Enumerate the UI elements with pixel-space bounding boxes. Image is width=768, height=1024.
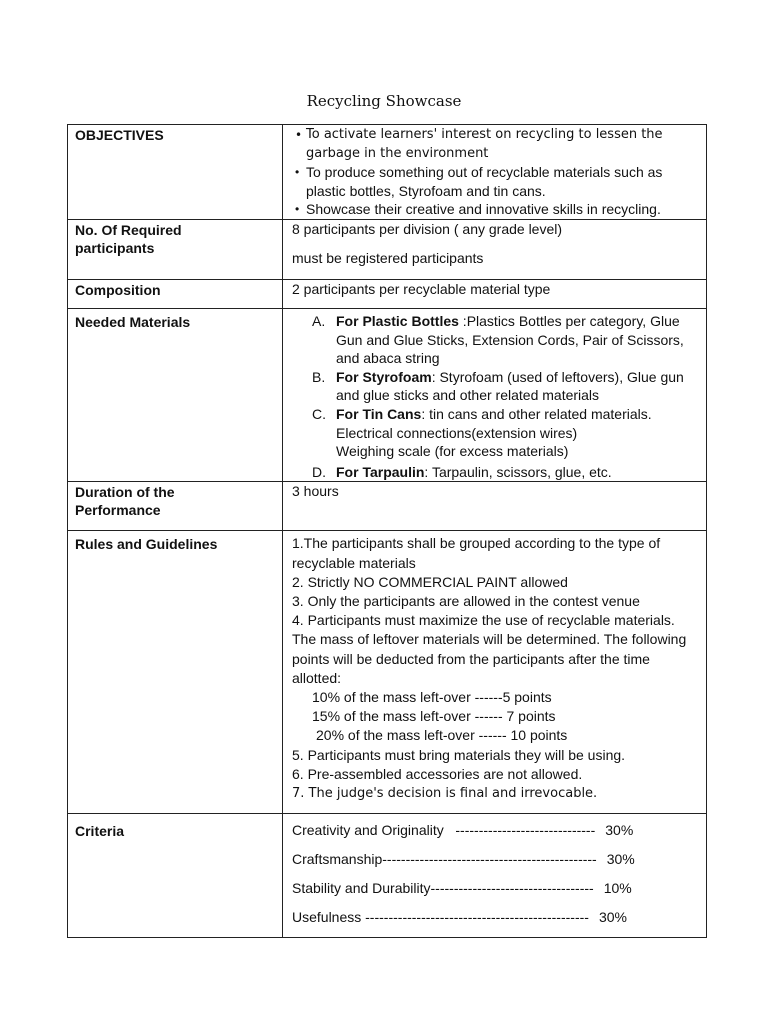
item-text: : tin cans and other related materials. xyxy=(421,405,652,422)
label-text: Duration of the xyxy=(75,484,175,501)
value-criteria xyxy=(283,814,707,938)
item-extra: Weighing scale (for excess materials) xyxy=(336,443,569,460)
item-heading: For Styrofoam xyxy=(336,368,432,385)
criterion-name: Craftsmanship---------------------------------------------- xyxy=(292,851,597,868)
value-required-participants xyxy=(283,219,707,279)
label-duration xyxy=(68,482,283,531)
rule-line: 1.The participants shall be grouped according to the type of recyclable materials xyxy=(292,535,661,571)
label-text: Performance xyxy=(75,502,161,519)
item-marker: D. xyxy=(312,463,326,480)
criterion-row xyxy=(292,850,702,879)
rule-line: 5. Participants must bring materials they will be using. xyxy=(292,746,626,763)
row-objectives xyxy=(68,125,707,220)
value-duration xyxy=(283,482,707,531)
label-text: OBJECTIVES xyxy=(75,127,164,143)
criterion-percent: 30% xyxy=(606,851,635,868)
label-text: Criteria xyxy=(75,823,125,840)
item-text: :Plastics Bottles per category, Glue Gun and Glue Sticks, Extension Cords, Pair of Scissors, and abaca string xyxy=(336,312,684,367)
material-item xyxy=(292,463,702,482)
label-text: Rules and Guidelines xyxy=(75,536,218,553)
item-text: : Tarpaulin, scissors, glue, etc. xyxy=(424,463,612,480)
contest-table xyxy=(67,124,707,938)
criterion-percent: 30% xyxy=(598,909,627,926)
criterion-row xyxy=(292,821,702,850)
item-heading: For Plastic Bottles xyxy=(336,312,459,329)
value-needed-materials xyxy=(283,308,707,481)
required-line: 8 participants per division ( any grade level) xyxy=(292,220,563,237)
criterion-row xyxy=(292,879,702,908)
item-extra: Electrical connections(extension wires) xyxy=(336,424,578,441)
rule-line: 7. The judge's decision is final and irrevocable. xyxy=(292,785,598,801)
label-required-participants xyxy=(68,219,283,279)
label-needed-materials xyxy=(68,308,283,481)
criterion-name: Stability and Durability----------------------------------- xyxy=(292,880,594,897)
value-rules xyxy=(283,531,707,814)
label-objectives xyxy=(68,125,283,220)
value-objectives xyxy=(283,125,707,220)
rule-line: 2. Strictly NO COMMERCIAL PAINT allowed xyxy=(292,573,568,590)
label-rules xyxy=(68,531,283,814)
label-criteria xyxy=(68,814,283,938)
material-item xyxy=(292,405,702,461)
item-marker: A. xyxy=(312,312,326,329)
required-line: must be registered participants xyxy=(292,249,484,266)
row-required-participants xyxy=(68,219,707,279)
rule-line: 3. Only the participants are allowed in the contest venue xyxy=(292,592,640,609)
objective-item: • Showcase their creative and innovative skills in recycling. xyxy=(292,200,702,219)
row-composition xyxy=(68,279,707,308)
deduction-line: 10% of the mass left-over ------5 points xyxy=(312,688,552,705)
value-composition xyxy=(283,279,707,308)
item-heading: For Tarpaulin xyxy=(336,463,425,480)
row-rules xyxy=(68,531,707,814)
objectives-list xyxy=(292,126,702,219)
composition-text: 2 participants per recyclable material type xyxy=(292,280,551,297)
row-needed-materials xyxy=(68,308,707,481)
rule-line: 6. Pre-assembled accessories are not allowed. xyxy=(292,765,583,782)
criterion-name: Creativity and Originality ------------------------------ xyxy=(292,822,596,839)
criterion-row xyxy=(292,908,702,937)
deduction-line: 20% of the mass left-over ------ 10 points xyxy=(316,727,568,744)
deduction-line: 15% of the mass left-over ------ 7 points xyxy=(312,708,556,725)
label-text: Needed Materials xyxy=(75,313,191,330)
material-item xyxy=(292,312,702,368)
row-criteria xyxy=(68,814,707,938)
rule-line: 4. Participants must maximize the use of recyclable materials. The mass of leftover materials will be determined. The following points will be deducted from the participants after the time allotted: xyxy=(292,612,687,686)
material-item xyxy=(292,368,702,405)
item-text: : Styrofoam (used of leftovers), Glue gun and glue sticks and other related materials xyxy=(336,368,684,404)
row-duration xyxy=(68,482,707,531)
label-text: No. Of Required xyxy=(75,221,182,238)
label-text: Composition xyxy=(75,281,161,298)
materials-list xyxy=(292,312,702,481)
item-marker: C. xyxy=(312,405,326,422)
criterion-percent: 10% xyxy=(603,880,632,897)
duration-text: 3 hours xyxy=(292,483,339,500)
item-marker: B. xyxy=(312,368,326,385)
document-title: Recycling Showcase xyxy=(306,92,462,110)
objective-item: • To activate learners' interest on recycling to lessen the garbage in the environment xyxy=(292,126,702,163)
item-heading: For Tin Cans xyxy=(336,405,422,422)
label-text: participants xyxy=(75,239,155,256)
criterion-percent: 30% xyxy=(605,822,634,839)
objective-item: • To produce something out of recyclable materials such as plastic bottles, Styrofoam and tin cans. xyxy=(292,163,702,200)
label-composition xyxy=(68,279,283,308)
criterion-name: Usefulness ------------------------------------------------ xyxy=(292,909,589,926)
